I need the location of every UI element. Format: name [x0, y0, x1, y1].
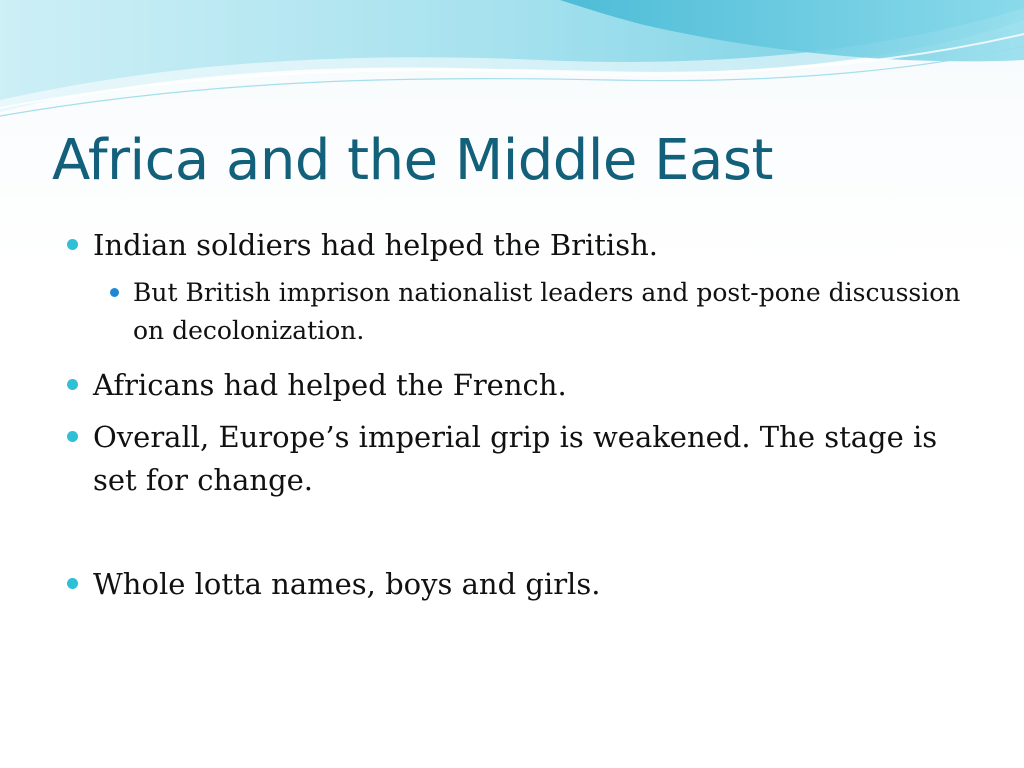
bullet-item — [62, 416, 962, 502]
slide-body — [62, 224, 962, 615]
bullet-text: Africans had helped the French. — [93, 368, 567, 402]
sub-bullet-dot-icon — [110, 288, 119, 297]
sub-bullet-item — [110, 274, 962, 350]
bullet-item — [62, 563, 962, 606]
bullet-dot-icon — [67, 239, 78, 250]
sub-bullet-text: But British imprison nationalist leaders and post-pone discussion on decolonization. — [133, 278, 961, 345]
spacer — [62, 511, 962, 563]
slide-title: Africa and the Middle East — [52, 128, 773, 193]
bullet-text: Overall, Europe’s imperial grip is weakened. The stage is set for change. — [93, 420, 938, 497]
bullet-item — [62, 364, 962, 407]
bullet-item — [62, 224, 962, 267]
bullet-dot-icon — [67, 431, 78, 442]
header-wave-decoration — [0, 0, 1024, 130]
bullet-dot-icon — [67, 379, 78, 390]
bullet-dot-icon — [67, 578, 78, 589]
bullet-text: Indian soldiers had helped the British. — [93, 228, 658, 262]
bullet-text: Whole lotta names, boys and girls. — [93, 567, 601, 601]
